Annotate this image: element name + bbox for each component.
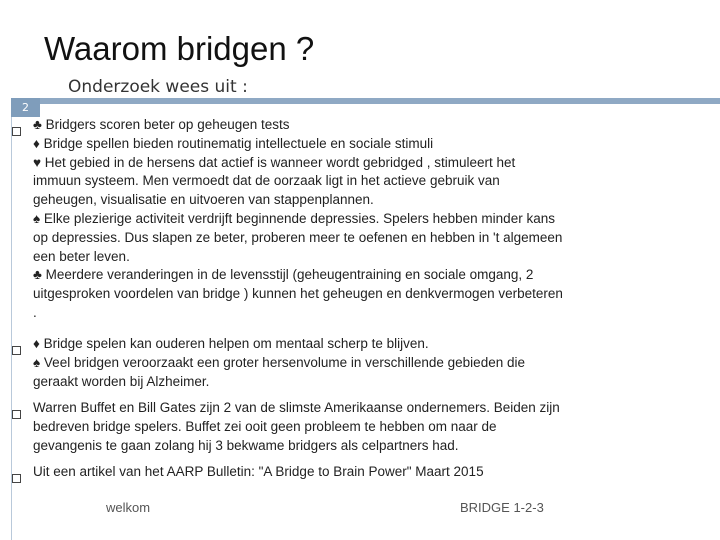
text-line: ♦ Bridge spellen bieden routinematig intellectuele en sociale stimuli [33,135,434,151]
text-line: Warren Buffet en Bill Gates zijn 2 van de slimste Amerikaanse ondernemers. Beiden zijn [33,400,560,415]
text-line: geheugen, visualisatie en uitvoeren van stappenplannen. [33,192,374,208]
page-subtitle: Onderzoek wees uit : [68,77,248,97]
text-line: uitgesproken voordelen van bridge ) kunnen het geheugen en denkvermogen verbeteren [33,286,563,302]
text-line: Uit een artikel van het AARP Bulletin: "A Bridge to Brain Power" Maart 2015 [33,464,484,479]
bullet-paragraph [33,335,673,391]
bullet-square-icon [12,410,21,419]
bullet-square-icon [12,127,21,136]
bullet-square-icon [12,346,21,355]
bullet-paragraph [33,116,673,323]
footer-left: welkom [106,500,151,515]
text-line: immuun systeem. Men vermoedt dat de oorzaak ligt in het actieve gebruik van [33,173,500,189]
text-line: ♥ Het gebied in de hersens dat actief is wanneer wordt gebridged , stimuleert het [33,154,516,170]
text-line: geraakt worden bij Alzheimer. [33,373,210,389]
footer-right: BRIDGE 1-2-3 [460,500,544,515]
page-title: Waarom bridgen ? [44,30,315,67]
bullet-paragraph [33,463,673,482]
bullet-square-icon [12,474,21,483]
text-line: ♦ Bridge spelen kan ouderen helpen om mentaal scherp te blijven. [33,336,429,351]
text-line: een beter leven. [33,248,130,264]
text-line: . [33,304,37,320]
text-line: ♠ Elke plezierige activiteit verdrijft beginnende depressies. Spelers hebben minder kans [33,210,555,226]
text-line: ♠ Veel bridgen veroorzaakt een groter hersenvolume in verschillende gebieden die [33,354,525,370]
text-line: ♣ Meerdere veranderingen in de levensstijl (geheugentraining en sociale omgang, 2 [33,267,534,283]
text-line: gevangenis te gaan zolang hij 3 bekwame bridgers als celpartners had. [33,437,459,453]
slide-number: 2 [11,98,40,117]
text-line: op depressies. Dus slapen ze beter, proberen meer te oefenen en hebben in 't algemeen [33,229,563,245]
bullet-paragraph [33,399,673,455]
text-line: bedreven bridge spelers. Buffet zei ooit geen probleem te hebben om naar de [33,418,497,434]
text-line: ♣ Bridgers scoren beter op geheugen tests [33,117,290,132]
